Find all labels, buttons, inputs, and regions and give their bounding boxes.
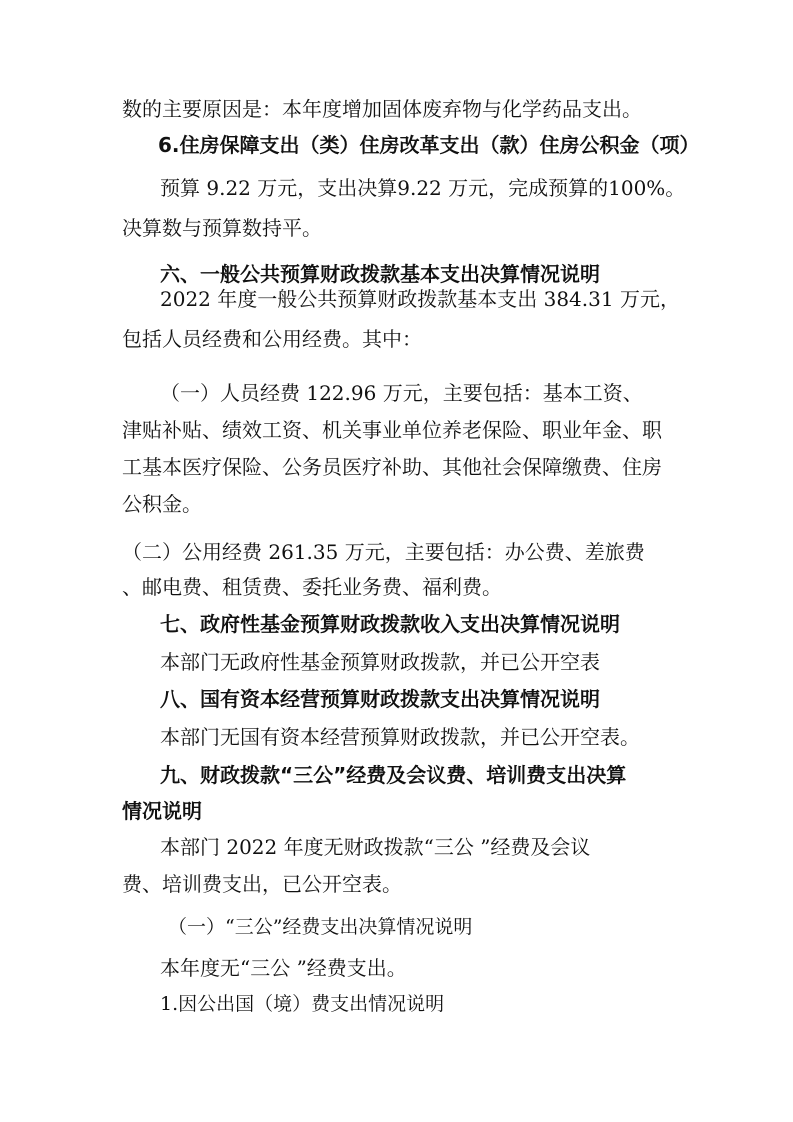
body-line: 本部门 2022 年度无财政拨款“三公 ”经费及会议 <box>160 835 591 859</box>
body-line: 决算数与预算数持平。 <box>122 216 322 240</box>
sub-heading: 1.因公出国（境）费支出情况说明 <box>160 993 445 1015</box>
body-line: 数的主要原因是：本年度增加固体废弃物与化学药品支出。 <box>122 97 642 121</box>
item-heading: 6.住房保障支出（类）住房改革支出（款）住房公积金（项） <box>158 133 700 157</box>
body-line: 费、培训费支出，已公开空表。 <box>122 872 402 896</box>
section-heading: 七、政府性基金预算财政拨款收入支出决算情况说明 <box>160 612 620 636</box>
section-heading: 九、财政拨款“三公”经费及会议费、培训费支出决算 <box>160 763 627 787</box>
sub-item-line: （二）公用经费 261.35 万元，主要包括：办公费、差旅费 <box>122 540 645 564</box>
body-line: 本部门无国有资本经营预算财政拨款，并已公开空表。 <box>160 725 640 749</box>
section-heading: 八、国有资本经营预算财政拨款支出决算情况说明 <box>160 687 600 711</box>
body-line: 、邮电费、租赁费、委托业务费、福利费。 <box>122 575 502 599</box>
sub-item-line: （一）人员经费 122.96 万元，主要包括：基本工资、 <box>160 381 643 405</box>
body-line: 津贴补贴、绩效工资、机关事业单位养老保险、职业年金、职 <box>122 418 662 442</box>
body-line: 工基本医疗保险、公务员医疗补助、其他社会保障缴费、住房 <box>122 455 662 479</box>
section-heading: 六、一般公共预算财政拨款基本支出决算情况说明 <box>160 262 600 286</box>
body-line: 2022 年度一般公共预算财政拨款基本支出 384.31 万元， <box>160 287 680 311</box>
body-line: 本部门无政府性基金预算财政拨款，并已公开空表 <box>160 650 600 674</box>
body-line: 预算 9.22 万元，支出决算9.22 万元，完成预算的100%。 <box>160 176 686 200</box>
body-line: 本年度无“三公 ”经费支出。 <box>160 956 407 980</box>
body-line: 公积金。 <box>122 492 202 516</box>
sub-heading: （一）“三公”经费支出决算情况说明 <box>168 916 473 938</box>
body-line: 包括人员经费和公用经费。其中： <box>122 327 422 351</box>
section-heading-cont: 情况说明 <box>122 799 202 823</box>
